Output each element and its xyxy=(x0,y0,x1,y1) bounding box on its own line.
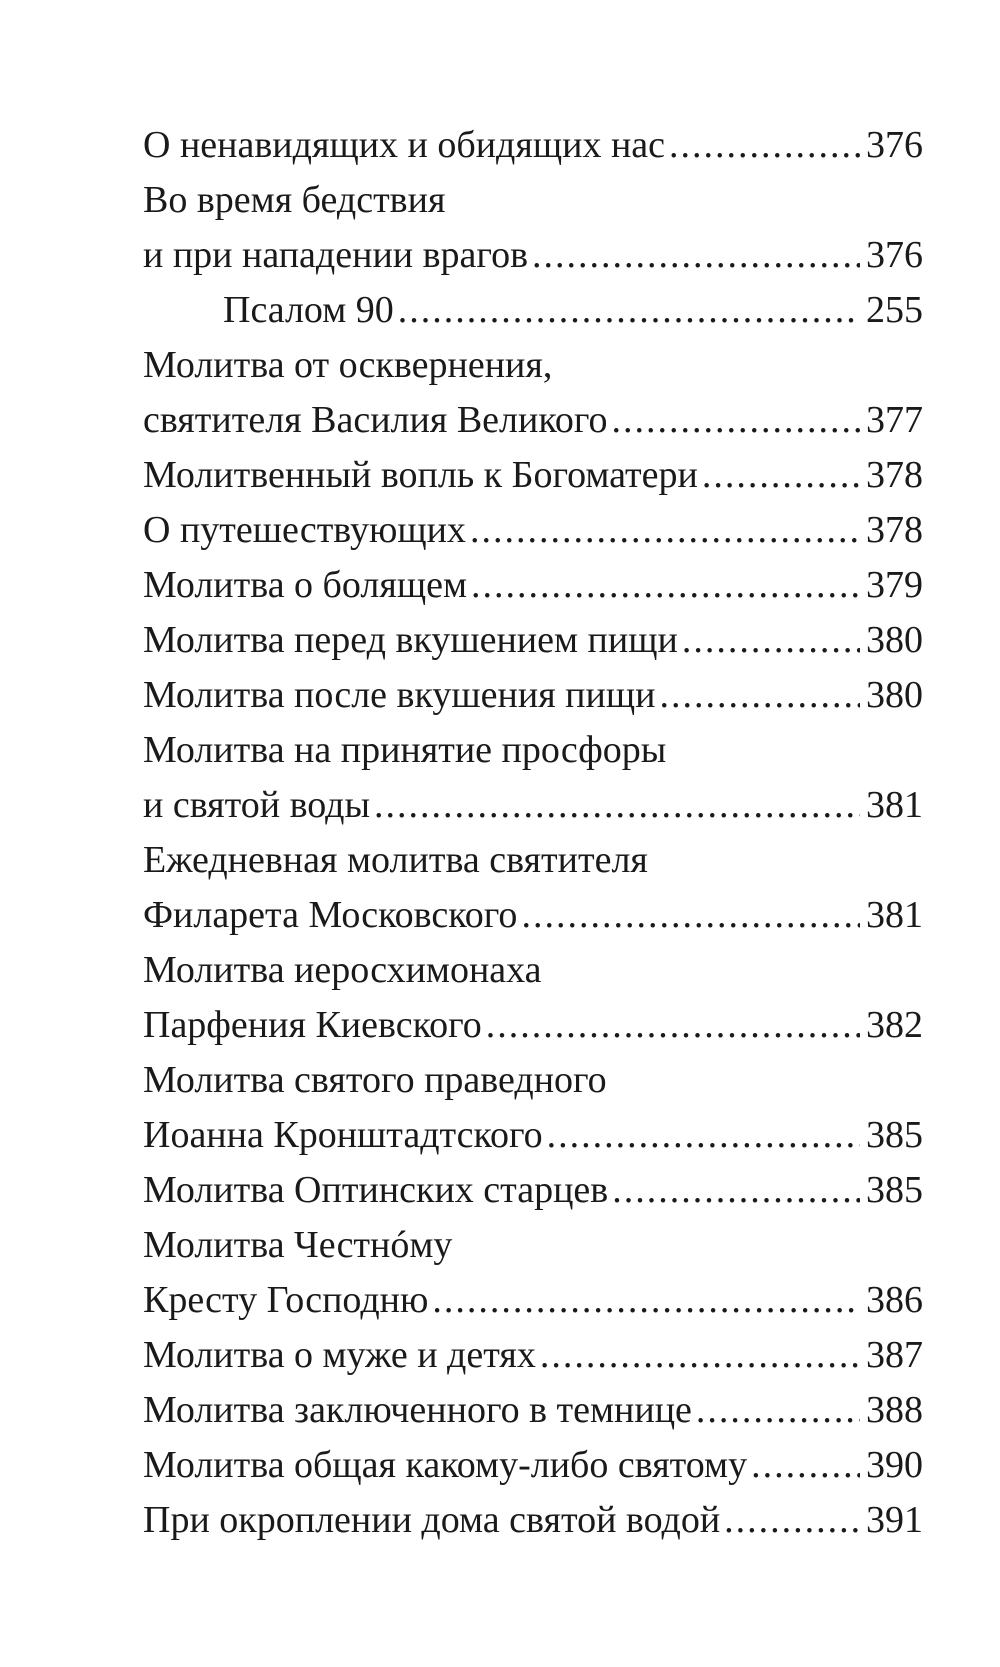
toc-page-number: 377 xyxy=(866,399,923,441)
toc-entry xyxy=(143,173,923,283)
toc-entry-title: Кресту Господню xyxy=(143,1279,429,1321)
toc-entry-title: Иоанна Кронштадтского xyxy=(143,1114,543,1156)
table-of-contents xyxy=(143,118,923,1548)
toc-entry-line xyxy=(143,393,923,448)
toc-entry xyxy=(143,943,923,1053)
dot-leader xyxy=(486,998,860,1053)
toc-page-number: 380 xyxy=(866,619,923,661)
toc-entry-title: Молитва общая какому-либо святому xyxy=(143,1444,748,1486)
toc-page-number: 390 xyxy=(866,1444,923,1486)
dot-leader xyxy=(471,558,860,613)
toc-page-number: 376 xyxy=(866,234,923,276)
toc-page-number: 387 xyxy=(866,1334,923,1376)
toc-entry-title: Ежедневная молитва святителя xyxy=(143,839,648,881)
toc-entry xyxy=(143,1218,923,1328)
dot-leader xyxy=(547,1108,860,1163)
toc-entry xyxy=(143,503,923,558)
toc-entry xyxy=(143,668,923,723)
toc-entry xyxy=(143,1493,923,1548)
toc-entry-title: Псалом 90 xyxy=(223,289,394,331)
toc-entry-line xyxy=(143,1493,923,1548)
toc-entry-line xyxy=(143,1273,923,1328)
toc-entry-line xyxy=(143,228,923,283)
toc-entry-line xyxy=(143,503,923,558)
toc-page-number: 391 xyxy=(866,1499,923,1541)
toc-entry-title: Молитва от осквернения, xyxy=(143,344,553,386)
toc-page-number: 378 xyxy=(866,509,923,551)
toc-entry xyxy=(143,118,923,173)
dot-leader xyxy=(432,1273,860,1328)
toc-entry-line xyxy=(143,558,923,613)
toc-page-number: 382 xyxy=(866,1004,923,1046)
toc-entry-line xyxy=(143,1053,923,1108)
toc-page-number: 378 xyxy=(866,454,923,496)
toc-entry-title: Молитва после вкушения пищи xyxy=(143,674,656,716)
toc-entry-title: Парфения Киевского xyxy=(143,1004,482,1046)
toc-entry-line xyxy=(143,888,923,943)
toc-entry-line xyxy=(143,1328,923,1383)
dot-leader xyxy=(612,1163,860,1218)
toc-entry-line xyxy=(143,1163,923,1218)
toc-entry-title: Молитва о болящем xyxy=(143,564,468,606)
toc-entry-line xyxy=(143,173,923,228)
toc-page-number: 385 xyxy=(866,1169,923,1211)
toc-entry xyxy=(143,558,923,613)
dot-leader xyxy=(724,1493,860,1548)
toc-entry-line xyxy=(143,943,923,998)
dot-leader xyxy=(398,283,860,338)
toc-entry-title: Молитва Честнóму xyxy=(143,1224,453,1266)
toc-entry-line xyxy=(143,668,923,723)
dot-leader xyxy=(659,668,860,723)
toc-page-number: 376 xyxy=(866,124,923,166)
toc-entry xyxy=(143,1163,923,1218)
toc-entry-title: Молитва Оптинских старцев xyxy=(143,1169,609,1211)
toc-entry-title: Молитва заключенного в темнице xyxy=(143,1389,692,1431)
dot-leader xyxy=(374,778,860,833)
toc-entry-line xyxy=(143,338,923,393)
toc-entry-title: святителя Василия Великого xyxy=(143,399,608,441)
toc-entry xyxy=(143,283,923,338)
toc-entry-line xyxy=(143,998,923,1053)
dot-leader xyxy=(696,1383,860,1438)
toc-entry-line xyxy=(143,1438,923,1493)
toc-entry-title: Молитва о муже и детях xyxy=(143,1334,536,1376)
toc-entry-title: При окроплении дома святой водой xyxy=(143,1499,721,1541)
toc-entry-title: Молитва святого праведного xyxy=(143,1059,607,1101)
dot-leader xyxy=(532,228,860,283)
toc-entry-title: Молитвенный вопль к Богоматери xyxy=(143,454,698,496)
toc-page-number: 385 xyxy=(866,1114,923,1156)
dot-leader xyxy=(521,888,860,943)
dot-leader xyxy=(612,393,860,448)
toc-page-number: 386 xyxy=(866,1279,923,1321)
toc-entry-line xyxy=(143,118,923,173)
dot-leader xyxy=(751,1438,860,1493)
toc-entry-line xyxy=(143,1108,923,1163)
toc-page-number: 255 xyxy=(866,289,923,331)
toc-entry-line xyxy=(143,778,923,833)
toc-entry-title: О ненавидящих и обидящих нас xyxy=(143,124,666,166)
toc-entry-line xyxy=(143,723,923,778)
toc-page-number: 380 xyxy=(866,674,923,716)
toc-entry-title: Во время бедствия xyxy=(143,179,446,221)
toc-entry-title: Молитва перед вкушением пищи xyxy=(143,619,678,661)
toc-entry-line xyxy=(143,1218,923,1273)
toc-page-number: 388 xyxy=(866,1389,923,1431)
toc-page-number: 381 xyxy=(866,784,923,826)
toc-entry xyxy=(143,613,923,668)
toc-entry-line xyxy=(143,448,923,503)
toc-page-number: 381 xyxy=(866,894,923,936)
toc-entry xyxy=(143,723,923,833)
toc-entry-line xyxy=(143,613,923,668)
toc-entry-title: и при нападении врагов xyxy=(143,234,529,276)
toc-entry-title: и святой воды xyxy=(143,784,371,826)
toc-entry xyxy=(143,1328,923,1383)
dot-leader xyxy=(702,448,860,503)
dot-leader xyxy=(669,118,860,173)
toc-entry xyxy=(143,1438,923,1493)
toc-entry-title: Молитва на принятие просфоры xyxy=(143,729,667,771)
toc-entry-title: Молитва иеросхимонаха xyxy=(143,949,542,991)
toc-entry xyxy=(143,833,923,943)
toc-entry xyxy=(143,338,923,448)
dot-leader xyxy=(540,1328,860,1383)
toc-entry xyxy=(143,1053,923,1163)
dot-leader xyxy=(470,503,860,558)
toc-entry-line xyxy=(143,833,923,888)
toc-entry-title: Филарета Московского xyxy=(143,894,518,936)
toc-entry xyxy=(143,1383,923,1438)
dot-leader xyxy=(682,613,860,668)
toc-entry-title: О путешествующих xyxy=(143,509,466,551)
toc-entry-line xyxy=(143,283,923,338)
toc-entry xyxy=(143,448,923,503)
toc-entry-line xyxy=(143,1383,923,1438)
toc-page-number: 379 xyxy=(866,564,923,606)
